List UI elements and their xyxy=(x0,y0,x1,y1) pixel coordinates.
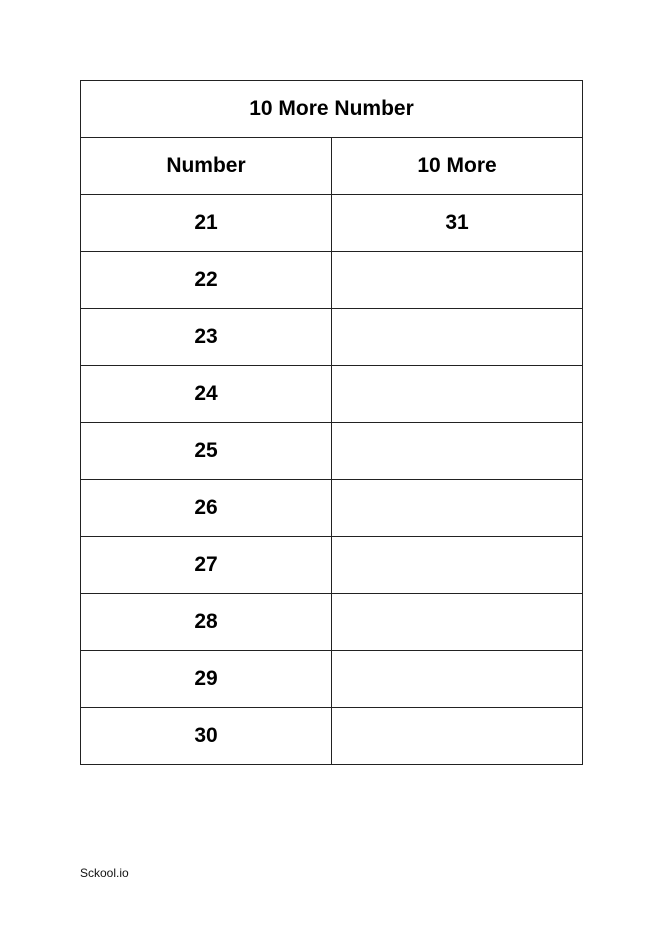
ten-more-cell[interactable]: 31 xyxy=(332,195,583,252)
ten-more-cell[interactable] xyxy=(332,252,583,309)
number-cell: 29 xyxy=(81,651,332,708)
ten-more-cell[interactable] xyxy=(332,423,583,480)
table-row xyxy=(81,423,583,480)
ten-more-column-header: 10 More xyxy=(332,138,583,195)
table-title: 10 More Number xyxy=(81,81,583,138)
header-row xyxy=(81,138,583,195)
ten-more-cell[interactable] xyxy=(332,366,583,423)
number-cell: 27 xyxy=(81,537,332,594)
table-row xyxy=(81,480,583,537)
table-row xyxy=(81,195,583,252)
ten-more-cell[interactable] xyxy=(332,651,583,708)
number-cell: 23 xyxy=(81,309,332,366)
number-cell: 24 xyxy=(81,366,332,423)
ten-more-cell[interactable] xyxy=(332,594,583,651)
number-cell: 26 xyxy=(81,480,332,537)
number-cell: 25 xyxy=(81,423,332,480)
table-row xyxy=(81,252,583,309)
ten-more-cell[interactable] xyxy=(332,480,583,537)
number-column-header: Number xyxy=(81,138,332,195)
footer-brand: Sckool.io xyxy=(80,866,129,880)
ten-more-table xyxy=(80,80,583,765)
table-row xyxy=(81,651,583,708)
title-row xyxy=(81,81,583,138)
ten-more-cell[interactable] xyxy=(332,708,583,765)
table-row xyxy=(81,309,583,366)
number-cell: 22 xyxy=(81,252,332,309)
table-row xyxy=(81,366,583,423)
number-cell: 21 xyxy=(81,195,332,252)
number-cell: 28 xyxy=(81,594,332,651)
table-row xyxy=(81,537,583,594)
table-row xyxy=(81,594,583,651)
number-cell: 30 xyxy=(81,708,332,765)
table-row xyxy=(81,708,583,765)
ten-more-cell[interactable] xyxy=(332,537,583,594)
ten-more-cell[interactable] xyxy=(332,309,583,366)
